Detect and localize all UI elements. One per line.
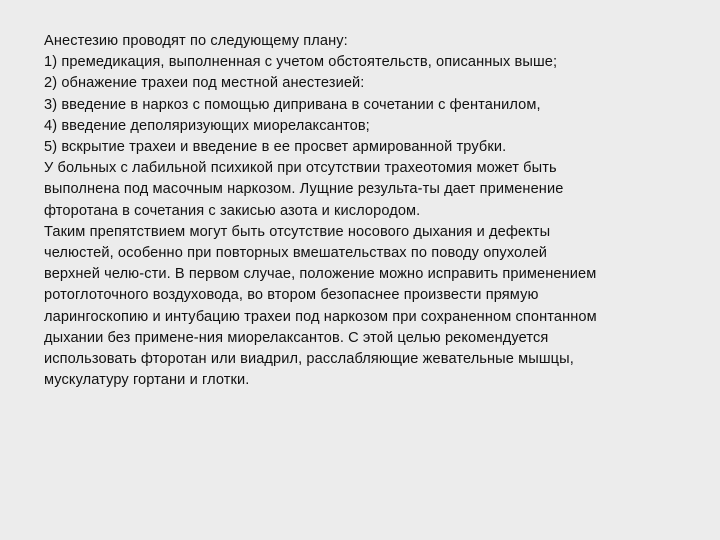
text-line: челюстей, особенно при повторных вмешательствах по поводу опухолей (44, 245, 548, 262)
text-line: 3) введение в наркоз с помощью диприванa в сочетании с фентанилом, (44, 96, 541, 113)
text-line: 1) премедикация, выполненная с учетом обстоятельств, описанных выше; (44, 54, 558, 71)
text-line: Анестезию проводят по следующему плану: (44, 33, 348, 49)
text-line: мускулатуру гортани и глотки. (44, 372, 250, 389)
text-line: Таким препятствием могут быть отсутствие носового дыхания и дефекты (44, 223, 551, 240)
text-line: дыхании без примене-ния миорелаксантов. С этой целью рекомендуется (44, 329, 549, 346)
text-line: 4) введение деполяризующих миорелаксантов; (44, 117, 370, 134)
text-line: верхней челю-сти. В первом случае, положение можно исправить применением (44, 266, 597, 283)
text-line: 5) вскрытие трахеи и введение в ее просвет армированной трубки. (44, 139, 507, 156)
text-line: использовать фторотан или виадрил, расслабляющие жевательные мышцы, (44, 351, 574, 368)
text-line: У больных с лабильной психикой при отсутствии трахеотомия может быть (44, 160, 557, 177)
text-line: 2) обнажение трахеи под местной анестезией: (44, 75, 365, 92)
text-line: ротоглоточного воздуховода, во втором безопаснее произвести прямую (44, 287, 539, 304)
text-line: выполнена под масочным наркозом. Лущние результа-ты дает применение (44, 181, 564, 198)
body-text (44, 31, 684, 391)
text-line: ларингоскопию и интубацию трахеи под наркозом при сохраненном спонтанном (44, 308, 597, 325)
text-line: фторотана в сочетания с закисью азота и кислородом. (44, 202, 421, 219)
